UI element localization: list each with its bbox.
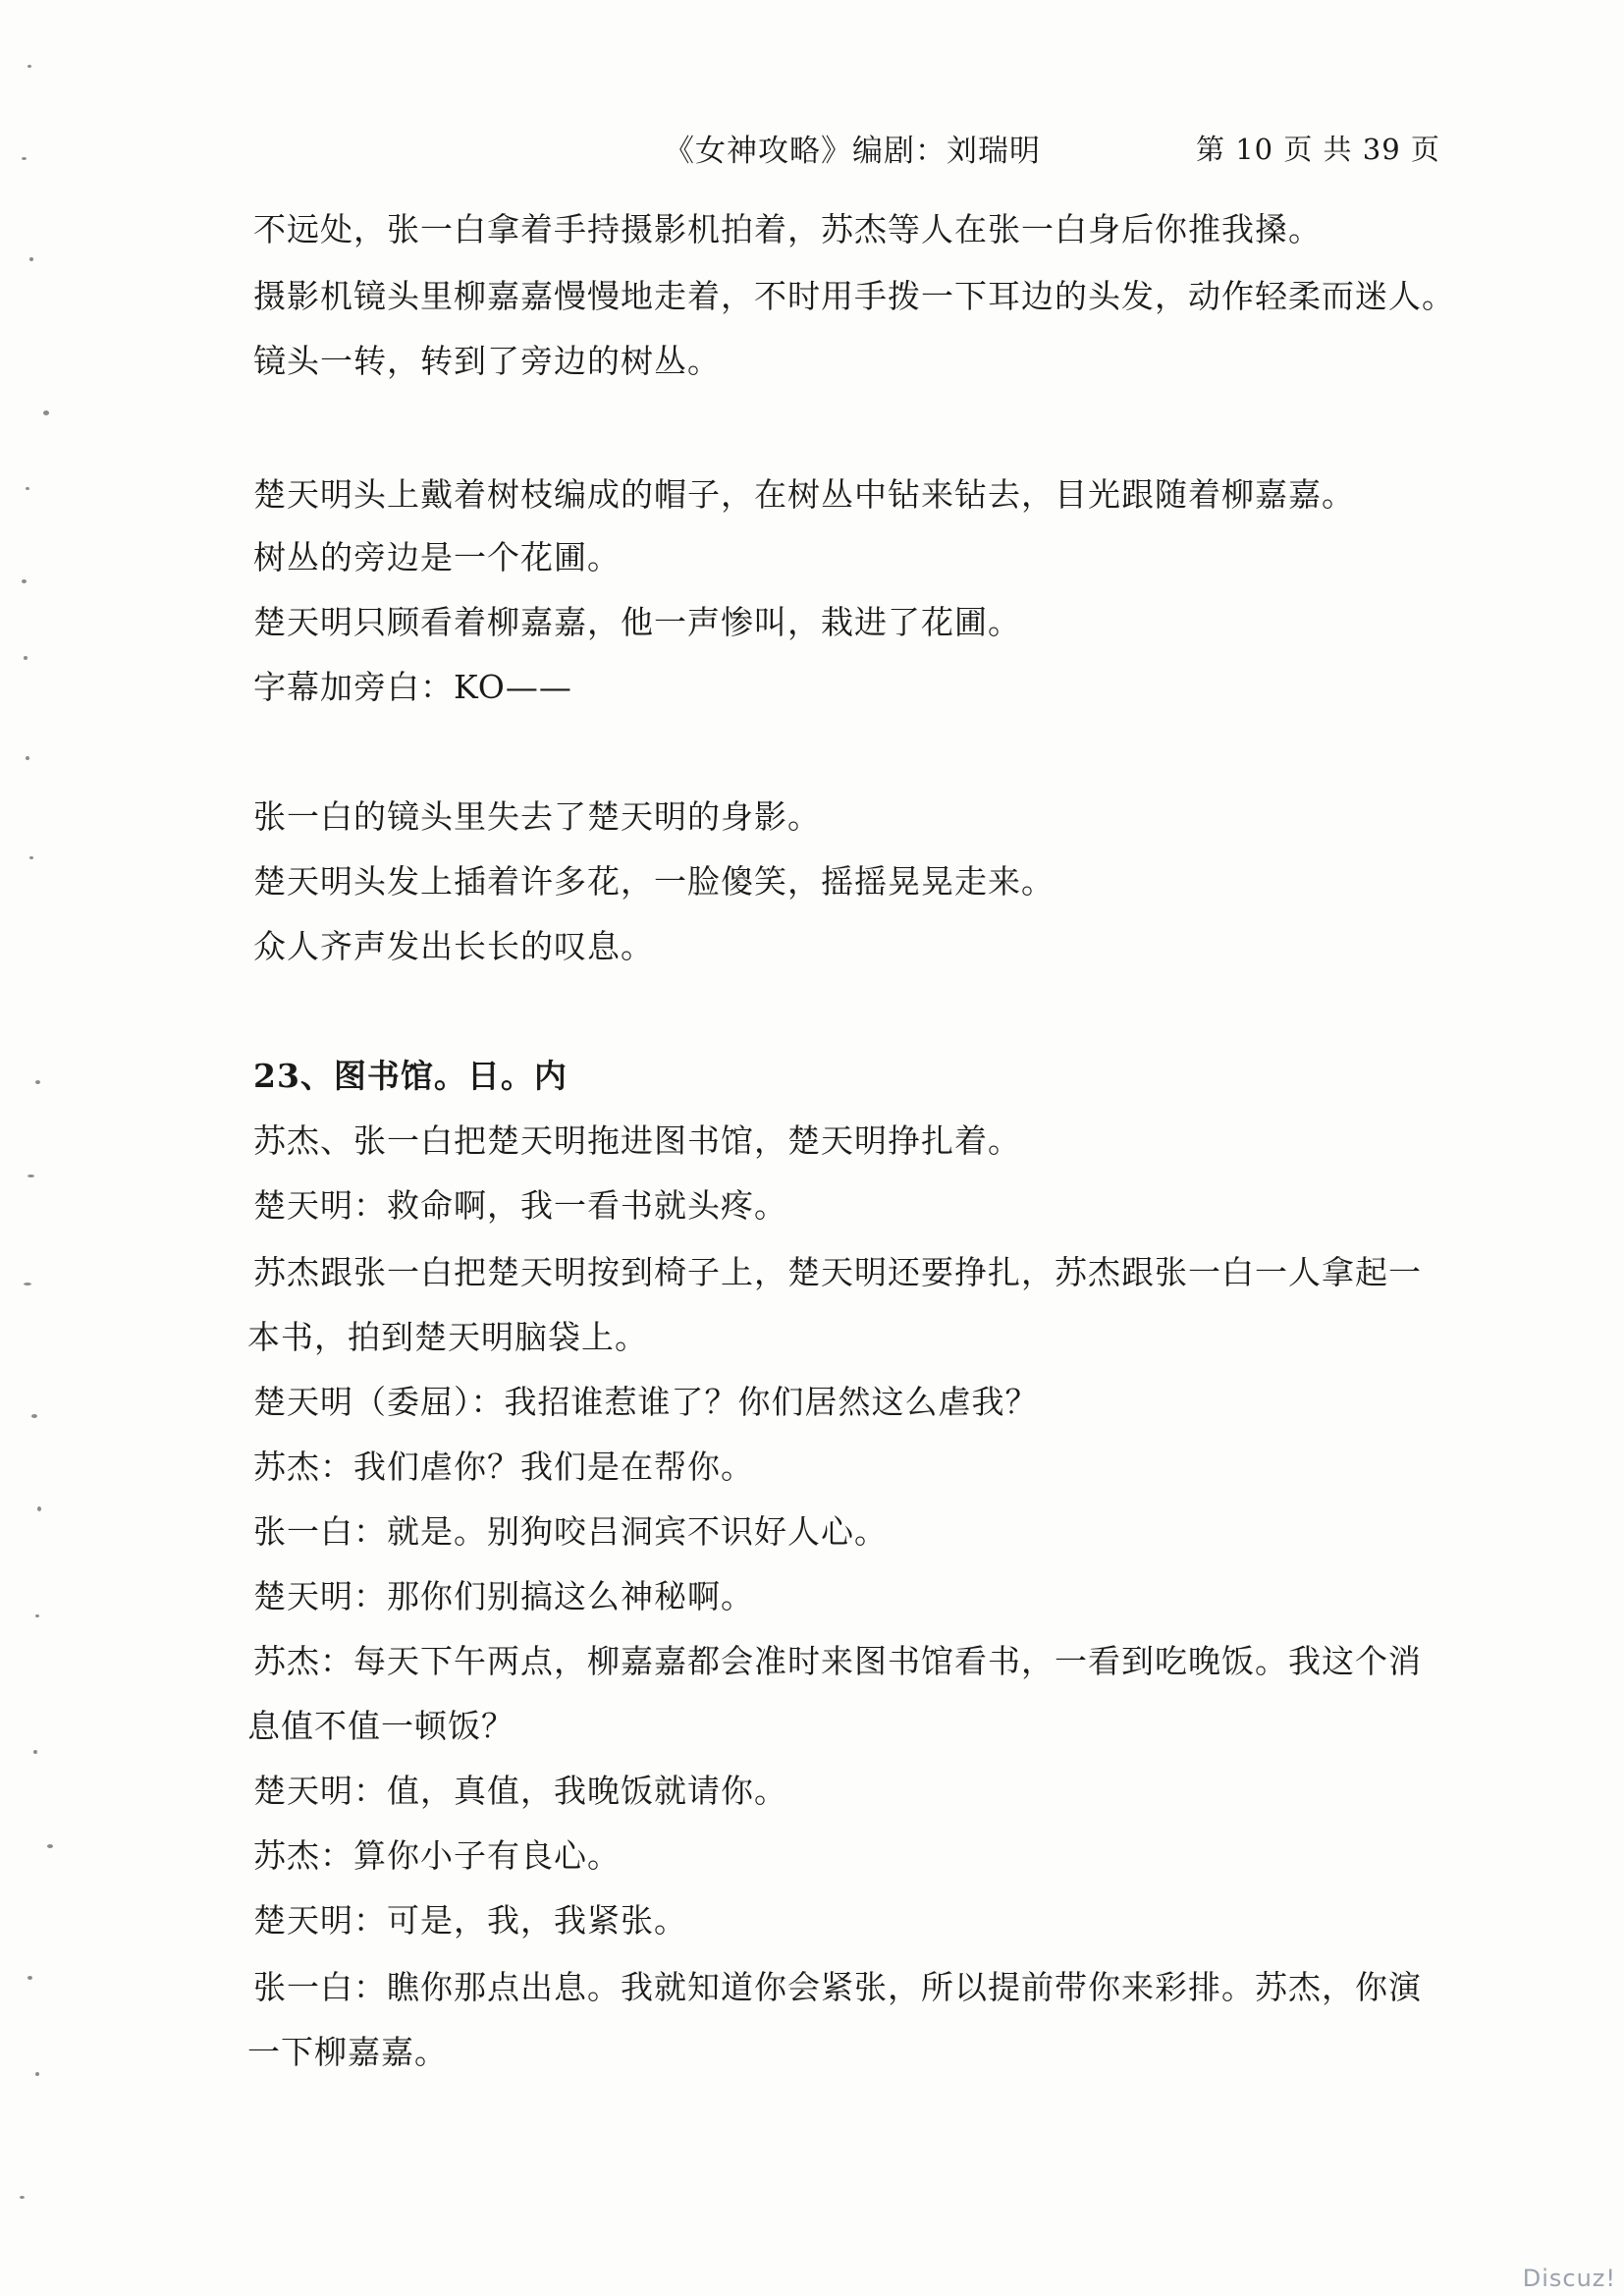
scan-speck — [43, 410, 49, 415]
paragraph-line: 树丛的旁边是一个花圃。 — [253, 538, 621, 576]
scan-speck — [26, 756, 29, 760]
scene-line: 苏杰、张一白把楚天明拖进图书馆，楚天明挣扎着。 — [253, 1121, 1021, 1160]
scan-speck — [24, 1283, 31, 1285]
scan-speck — [20, 2196, 25, 2199]
scene-line: 张一白：就是。别狗咬吕洞宾不识好人心。 — [253, 1512, 888, 1551]
scan-speck — [22, 157, 27, 160]
scene-line: 楚天明：救命啊，我一看书就头疼。 — [253, 1186, 787, 1225]
scene-heading: 23、图书馆。日。内 — [253, 1057, 568, 1095]
scene-line: 苏杰：我们虐你？我们是在帮你。 — [253, 1448, 754, 1486]
scan-speck — [26, 487, 29, 490]
scan-speck — [35, 1614, 39, 1617]
scene-line: 楚天明：值，真值，我晚饭就请你。 — [253, 1772, 787, 1810]
paragraph-line: 字幕加旁白：KO—— — [253, 668, 572, 706]
paragraph-line: 楚天明头发上插着许多花，一脸傻笑，摇摇晃晃走来。 — [253, 862, 1055, 901]
paragraph-line: 楚天明只顾看着柳嘉嘉，他一声惨叫，栽进了花圃。 — [253, 603, 1021, 641]
scene-line: 楚天明：可是，我，我紧张。 — [253, 1901, 687, 1940]
scan-speck — [27, 1175, 34, 1177]
scene-line: 本书，拍到楚天明脑袋上。 — [247, 1318, 648, 1356]
scene-line: 苏杰：算你小子有良心。 — [253, 1836, 621, 1875]
scene-line: 一下柳嘉嘉。 — [247, 2033, 448, 2071]
scan-speck — [29, 856, 33, 859]
scan-speck — [27, 65, 31, 68]
header-page-info: 第 10 页 共 39 页 — [1196, 133, 1440, 166]
scene-line: 息值不值一顿饭？ — [247, 1707, 514, 1745]
scene-line: 楚天明：那你们别搞这么神秘啊。 — [253, 1577, 754, 1615]
scan-speck — [33, 1750, 37, 1754]
paragraph-line: 镜头一转，转到了旁边的树丛。 — [253, 342, 721, 380]
scan-speck — [22, 579, 27, 583]
scan-speck — [47, 1844, 53, 1848]
paragraph-line: 摄影机镜头里柳嘉嘉慢慢地走着，不时用手拨一下耳边的头发，动作轻柔而迷人。 — [253, 277, 1455, 315]
paragraph-line: 张一白的镜头里失去了楚天明的身影。 — [253, 797, 821, 836]
scan-speck — [35, 1080, 40, 1084]
header-title: 《女神攻略》编剧：刘瑞明 — [664, 134, 1041, 169]
scene-line: 张一白：瞧你那点出息。我就知道你会紧张，所以提前带你来彩排。苏杰，你演 — [253, 1968, 1422, 2006]
paragraph-line: 众人齐声发出长长的叹息。 — [253, 927, 654, 965]
paragraph-line: 楚天明头上戴着树枝编成的帽子，在树丛中钻来钻去，目光跟随着柳嘉嘉。 — [253, 475, 1355, 514]
watermark: Discuz! — [1522, 2265, 1616, 2292]
scene-line: 苏杰跟张一白把楚天明按到椅子上，楚天明还要挣扎，苏杰跟张一白一人拿起一 — [253, 1253, 1422, 1291]
scan-speck — [31, 1414, 37, 1418]
scene-line: 楚天明（委屈）：我招谁惹谁了？你们居然这么虐我？ — [253, 1383, 1039, 1421]
paragraph-line: 不远处，张一白拿着手持摄影机拍着，苏杰等人在张一白身后你推我搡。 — [253, 210, 1322, 248]
scan-speck — [24, 656, 27, 660]
scene-line: 苏杰：每天下午两点，柳嘉嘉都会准时来图书馆看书，一看到吃晚饭。我这个消 — [253, 1642, 1422, 1680]
scan-speck — [27, 1976, 32, 1980]
scan-speck — [29, 257, 33, 261]
scan-speck — [35, 2072, 39, 2076]
scan-speck — [37, 1506, 41, 1511]
